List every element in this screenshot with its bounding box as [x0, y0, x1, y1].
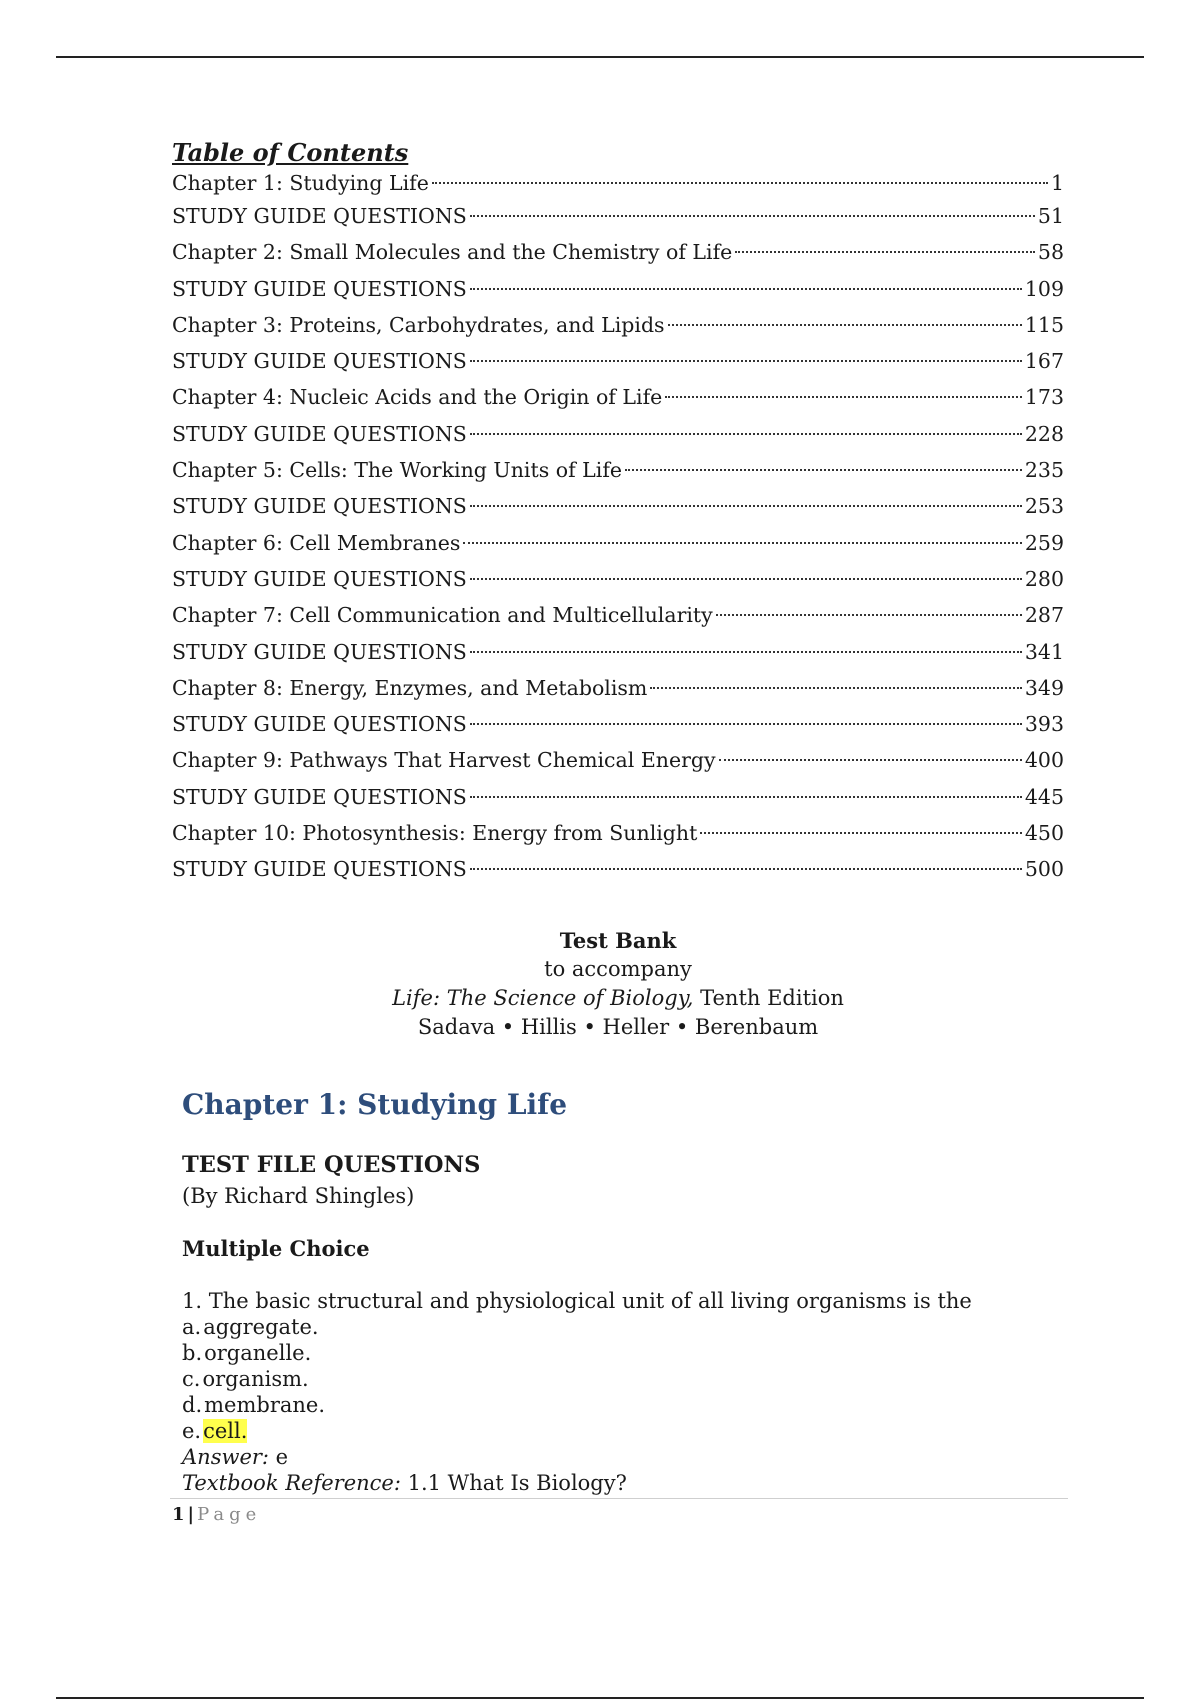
toc-entry-page: 445 [1024, 784, 1064, 809]
edition: Tenth Edition [693, 986, 844, 1010]
toc-entry[interactable] [172, 706, 1064, 742]
answer-option[interactable] [182, 1340, 1062, 1366]
toc-entry-title: STUDY GUIDE QUESTIONS [172, 494, 467, 519]
toc-entry-title: STUDY GUIDE QUESTIONS [172, 566, 467, 591]
question-1 [182, 1288, 1062, 1496]
option-letter: a. [182, 1315, 202, 1339]
answer-option[interactable] [182, 1366, 1062, 1392]
toc-entry-title: Chapter 9: Pathways That Harvest Chemical Energy [172, 748, 716, 773]
toc-entry[interactable] [172, 634, 1064, 670]
toc-entry-page: 341 [1024, 639, 1064, 664]
option-letter: d. [182, 1393, 203, 1417]
section-heading: TEST FILE QUESTIONS [182, 1152, 481, 1178]
toc-entry-title: STUDY GUIDE QUESTIONS [172, 784, 467, 809]
question-text: 1. The basic structural and physiological unit of all living organisms is the [182, 1289, 972, 1313]
toc-dot-leader [665, 396, 1022, 398]
toc-entry-title: Chapter 8: Energy, Enzymes, and Metabolism [172, 675, 648, 700]
toc-entry-page: 259 [1024, 530, 1064, 555]
toc-dot-leader [470, 288, 1022, 290]
toc-entry-title: Chapter 5: Cells: The Working Units of Life [172, 458, 623, 483]
answer-option[interactable] [182, 1314, 1062, 1340]
toc-dot-leader [470, 433, 1022, 435]
option-text: organism. [202, 1367, 309, 1391]
toc-entry[interactable] [172, 851, 1064, 887]
toc-entry[interactable] [172, 198, 1064, 234]
toc-entry-page: 349 [1024, 675, 1064, 700]
page-label: Page [197, 1504, 262, 1525]
toc-entry-title: Chapter 1: Studying Life [172, 171, 429, 195]
toc-entry[interactable] [172, 742, 1064, 778]
toc-dot-leader [470, 868, 1022, 870]
toc-entry-page: 253 [1024, 494, 1064, 519]
toc-entry-title: STUDY GUIDE QUESTIONS [172, 857, 467, 882]
toc-entry[interactable] [172, 488, 1064, 524]
option-text: cell. [203, 1419, 248, 1443]
toc-entry-title: STUDY GUIDE QUESTIONS [172, 276, 467, 301]
toc-entry[interactable] [172, 416, 1064, 452]
answer-options [182, 1314, 1062, 1444]
page-footer [172, 1502, 261, 1528]
option-letter: b. [182, 1341, 203, 1365]
multiple-choice-heading: Multiple Choice [182, 1236, 370, 1261]
toc-entry[interactable] [172, 452, 1064, 488]
toc-entry[interactable] [172, 234, 1064, 270]
test-bank-title-block [172, 926, 1064, 1042]
toc-entry-page: 115 [1024, 312, 1064, 337]
toc-entry-page: 228 [1024, 421, 1064, 446]
toc-entry[interactable] [172, 307, 1064, 343]
toc-entry[interactable] [172, 779, 1064, 815]
toc-entry-title: STUDY GUIDE QUESTIONS [172, 712, 467, 737]
toc-entry-page: 58 [1037, 240, 1064, 265]
answer-option[interactable] [182, 1392, 1062, 1418]
toc-dot-leader [470, 578, 1022, 580]
answer-value: e [268, 1445, 289, 1469]
footer-divider [170, 1498, 1068, 1499]
toc-dot-leader [719, 759, 1022, 761]
toc-entry-page: 51 [1037, 204, 1064, 228]
toc-entry[interactable] [172, 525, 1064, 561]
toc-entry-page: 167 [1024, 349, 1064, 374]
option-letter: c. [182, 1367, 201, 1391]
toc-entry-title: STUDY GUIDE QUESTIONS [172, 349, 467, 374]
reference-value: 1.1 What Is Biology? [400, 1471, 627, 1495]
toc-heading: Table of Contents [172, 138, 409, 167]
toc-entry[interactable] [172, 561, 1064, 597]
authors-line: Sadava • Hillis • Heller • Berenbaum [417, 1015, 819, 1039]
toc-dot-leader [470, 723, 1022, 725]
test-bank-title: Test Bank [559, 928, 677, 953]
toc-entry[interactable] [172, 597, 1064, 633]
toc-list [172, 168, 1064, 888]
toc-entry[interactable] [172, 271, 1064, 307]
page-number: 1 [172, 1504, 185, 1525]
bottom-rule [56, 1697, 1144, 1699]
option-text: aggregate. [203, 1315, 319, 1339]
toc-entry[interactable] [172, 379, 1064, 415]
top-rule [56, 56, 1144, 58]
toc-dot-leader [735, 251, 1035, 253]
option-letter: e. [182, 1419, 202, 1443]
toc-entry-title: STUDY GUIDE QUESTIONS [172, 639, 467, 664]
toc-entry-page: 173 [1024, 385, 1064, 410]
toc-dot-leader [470, 360, 1022, 362]
toc-entry-page: 393 [1024, 712, 1064, 737]
toc-entry-page: 500 [1024, 857, 1064, 882]
toc-dot-leader [470, 215, 1035, 217]
footer-separator: | [187, 1504, 195, 1525]
toc-entry-page: 235 [1024, 458, 1064, 483]
toc-dot-leader [716, 614, 1022, 616]
toc-entry-title: STUDY GUIDE QUESTIONS [172, 204, 467, 228]
reference-label: Textbook Reference: [182, 1471, 401, 1495]
toc-entry-page: 1 [1050, 171, 1064, 195]
book-title-line [172, 984, 1064, 1013]
toc-dot-leader [470, 796, 1022, 798]
toc-dot-leader [700, 832, 1021, 834]
toc-dot-leader [470, 651, 1022, 653]
toc-entry-title: Chapter 4: Nucleic Acids and the Origin of Life [172, 385, 663, 410]
toc-entry-title: Chapter 10: Photosynthesis: Energy from Sunlight [172, 821, 698, 846]
toc-entry[interactable] [172, 815, 1064, 851]
answer-line [182, 1444, 1062, 1470]
toc-entry[interactable] [172, 168, 1064, 198]
toc-entry-title: Chapter 6: Cell Membranes [172, 530, 461, 555]
table-of-contents [172, 138, 1064, 888]
option-text: membrane. [204, 1393, 326, 1417]
toc-entry[interactable] [172, 343, 1064, 379]
toc-dot-leader [668, 324, 1022, 326]
reference-line [182, 1470, 1062, 1496]
toc-entry[interactable] [172, 670, 1064, 706]
toc-dot-leader [432, 182, 1048, 184]
accompany-line: to accompany [544, 957, 692, 981]
toc-dot-leader [470, 505, 1022, 507]
answer-label: Answer: [182, 1445, 269, 1469]
toc-entry-page: 109 [1024, 276, 1064, 301]
toc-dot-leader [463, 542, 1021, 544]
toc-entry-title: Chapter 2: Small Molecules and the Chemistry of Life [172, 240, 733, 265]
toc-entry-title: STUDY GUIDE QUESTIONS [172, 421, 467, 446]
byline: (By Richard Shingles) [182, 1184, 415, 1208]
book-title: Life: The Science of Biology, [392, 986, 694, 1010]
toc-entry-page: 400 [1024, 748, 1064, 773]
toc-entry-title: Chapter 7: Cell Communication and Multicellularity [172, 603, 713, 628]
option-text: organelle. [204, 1341, 312, 1365]
toc-entry-page: 450 [1024, 821, 1064, 846]
toc-dot-leader [650, 687, 1022, 689]
toc-entry-page: 280 [1024, 566, 1064, 591]
toc-entry-page: 287 [1024, 603, 1064, 628]
chapter-heading: Chapter 1: Studying Life [182, 1088, 568, 1121]
toc-entry-title: Chapter 3: Proteins, Carbohydrates, and Lipids [172, 312, 665, 337]
toc-dot-leader [625, 469, 1022, 471]
answer-option[interactable] [182, 1418, 1062, 1444]
